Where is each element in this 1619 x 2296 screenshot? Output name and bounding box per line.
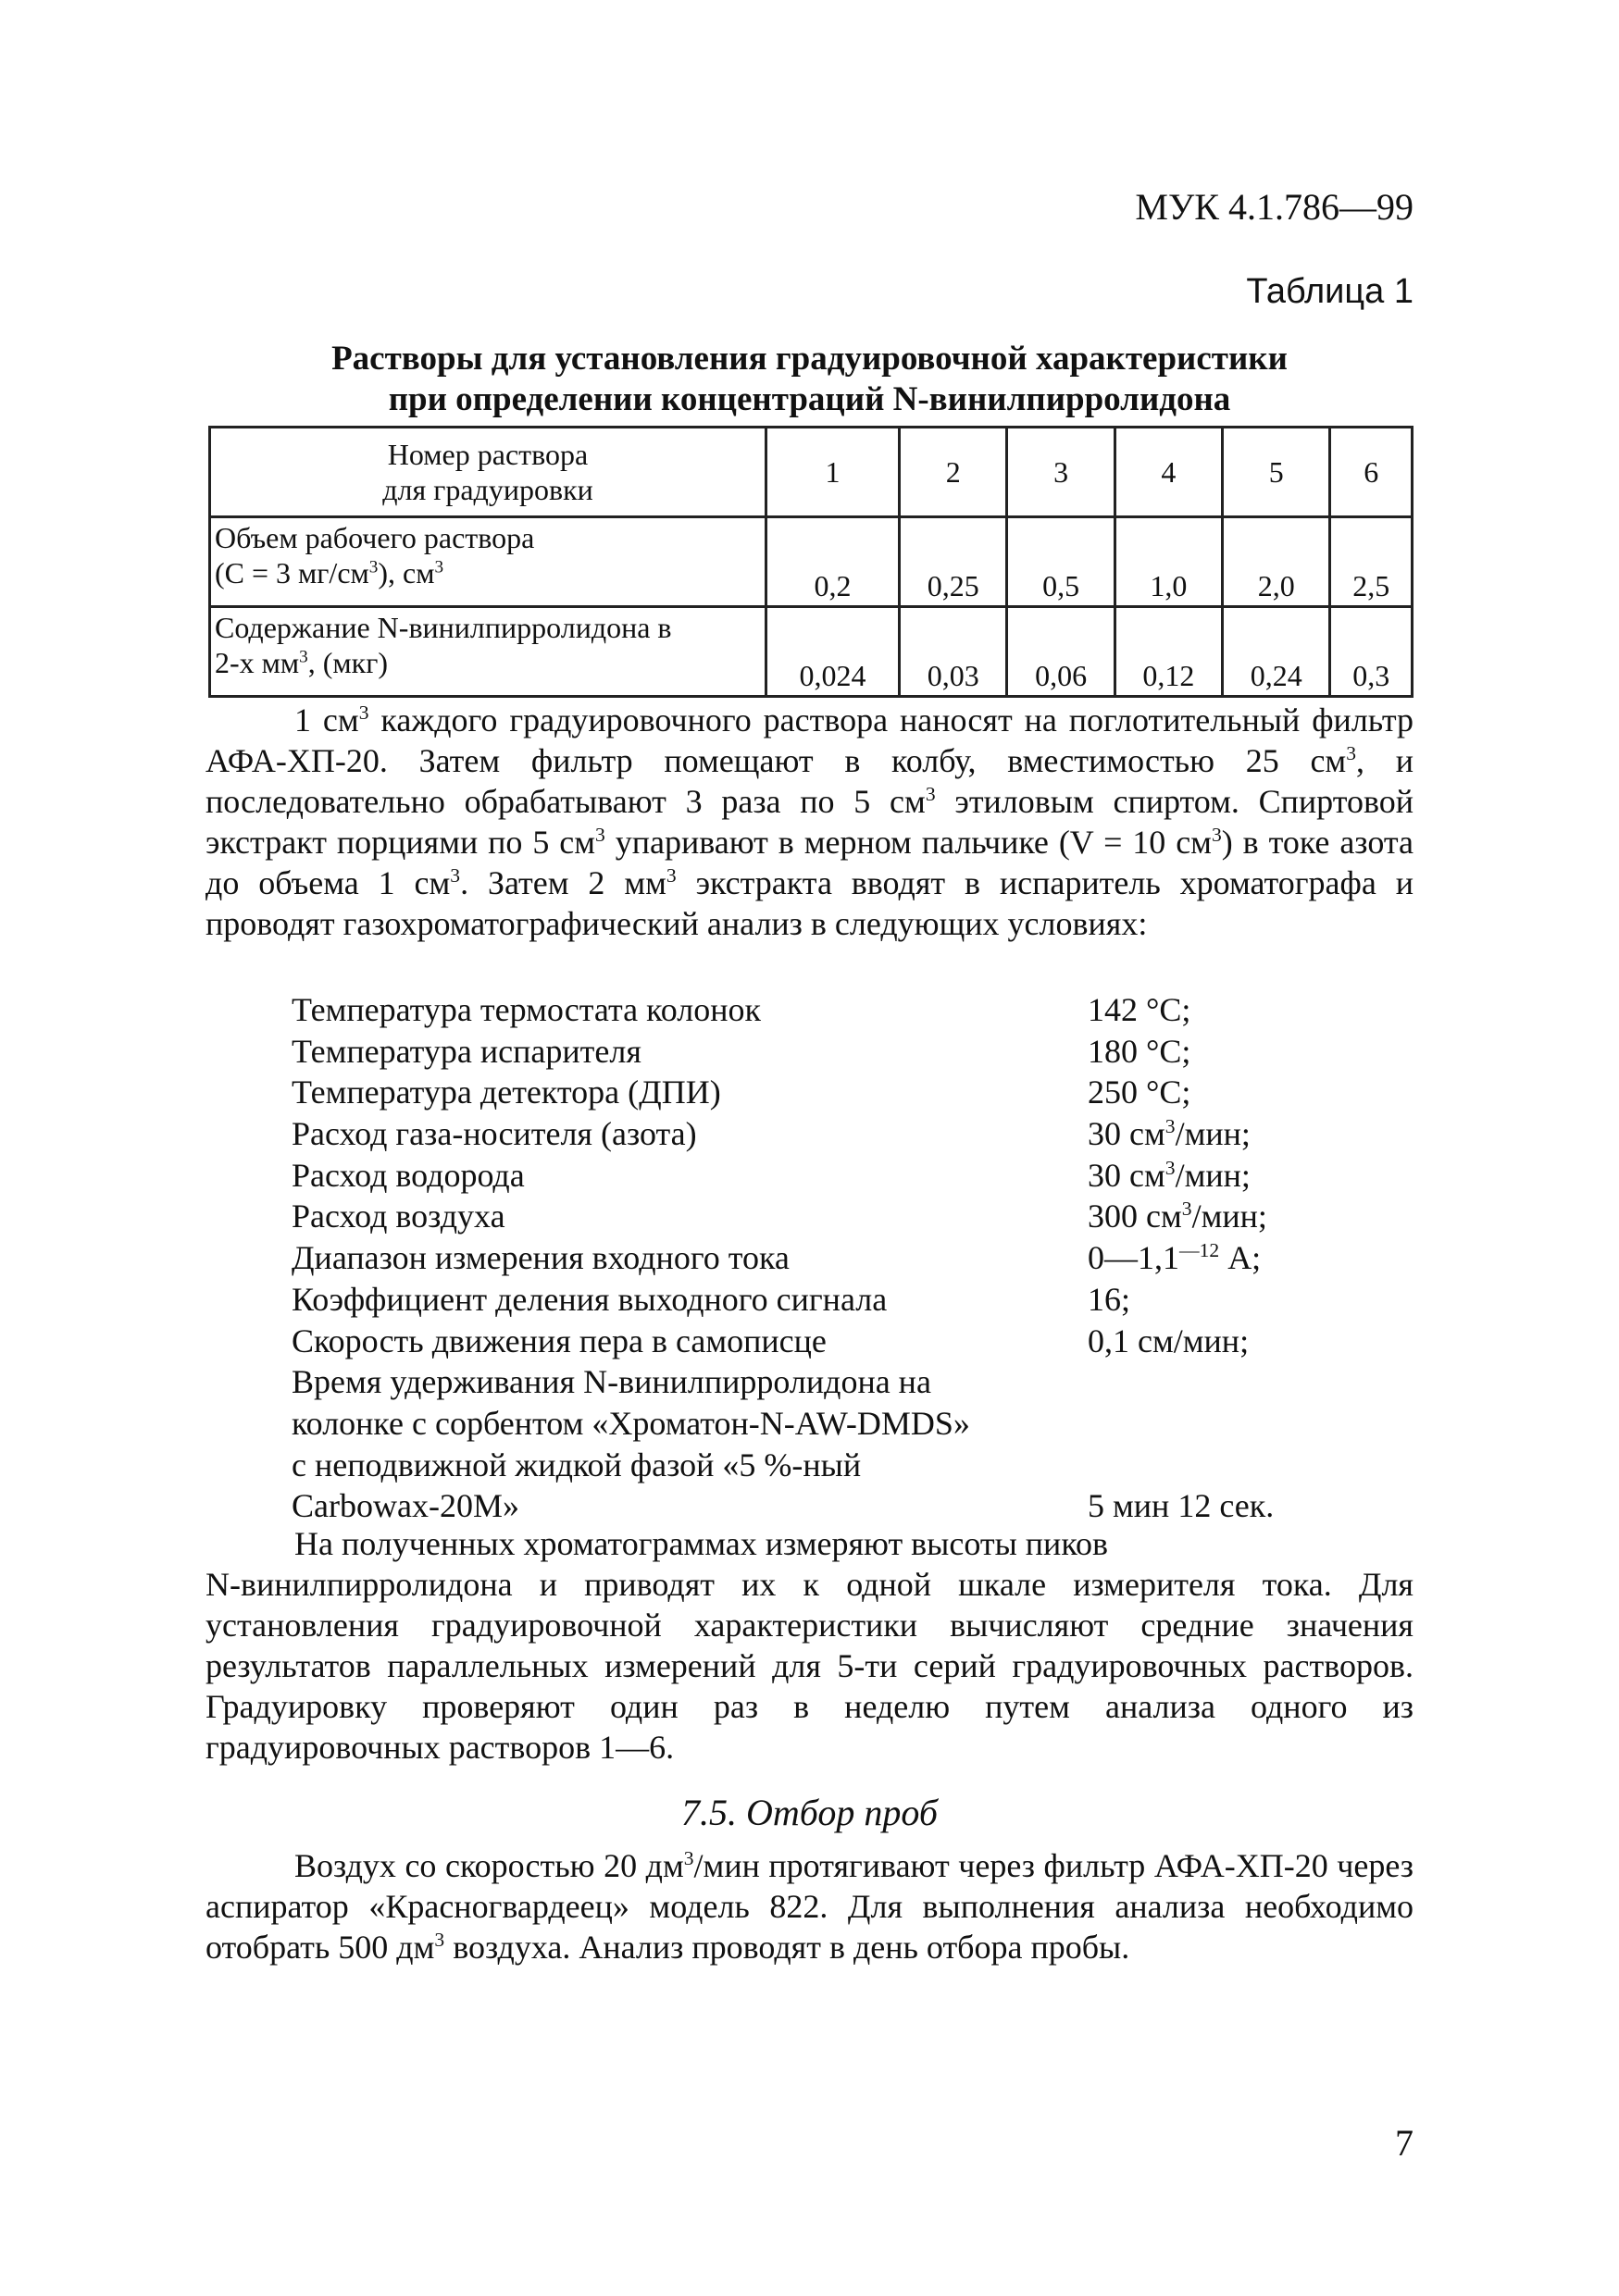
table-cell: 2,0 [1223,517,1330,607]
table-header-row [210,428,1413,517]
column-header: 5 [1223,428,1330,517]
table-cell: 0,03 [900,607,1007,697]
column-header: 6 [1330,428,1413,517]
table-cell: 1,0 [1115,517,1222,607]
table-label: Таблица 1 [1246,272,1414,311]
condition-row: Температура термостата колонок 142 °С; [292,991,1191,1028]
column-header: 2 [900,428,1007,517]
caption-line-1: Растворы для установления градуировочной характеристики [331,340,1288,378]
paragraph-sampling: Воздух со скоростью 20 $дм^3$/мин протягивают через фильтр АФА-ХП-20 через аспиратор «Красногвардеец» модель 822. Для выполнения анализа необходимо отобрать 500 $дм^3$ воздуха. Анализ проводят в день отбора пробы. [205,1847,1414,1966]
paragraph-rest: N-винилпирролидона и приводят их к одной шкале измерителя тока. Для установления градуировочной характеристики вычисляют средние значения результатов параллельных измерений для 5-ти серий градуировочных растворов. Градуировку проверяют один раз в неделю путем анализа одного из градуировочных растворов 1—6. [205,1566,1414,1766]
retention-line: с неподвижной жидкой фазой «5 %-ный [292,1446,862,1483]
calibration-table [208,426,1414,698]
column-header: 4 [1115,428,1222,517]
header-solution-number [210,428,766,517]
table-caption [205,339,1414,420]
retention-line: Время удерживания N-винилпирролидона на [292,1363,931,1401]
row-label-content [210,607,766,697]
header-label-line-1: Номер раствора [387,438,589,471]
table-row [210,517,1413,607]
row-label-line-1: Объем рабочего раствора [215,521,535,554]
condition-row: Температура испарителя 180 °С; [292,1032,1191,1070]
table-cell: 0,5 [1007,517,1115,607]
condition-row: Коэффициент деления выходного сигнала 16; [292,1280,1131,1318]
header-label-line-2: для градуировки [382,473,593,506]
table-row [210,607,1413,697]
page-number: 7 [1395,2122,1414,2164]
condition-row: Расход воздуха 300 $см^3$/мин; [292,1198,1267,1235]
condition-row: Расход газа-носителя (азота) 30 $см^3$/мин; [292,1115,1251,1153]
condition-row: Скорость движения пера в самописце 0,1 см/мин; [292,1322,1250,1359]
table-cell: 0,12 [1115,607,1222,697]
table-cell: 0,024 [766,607,900,697]
table-cell: 0,2 [766,517,900,607]
condition-row: Диапазон измерения входного тока $0—1,1^{—12}$ А; [292,1239,1262,1277]
row-label-line-2: (С = 3 $мг/см^3$), $см^3$ [215,556,444,590]
retention-value: 5 мин 12 сек. [1088,1487,1275,1525]
analysis-conditions [292,989,1414,1527]
table-cell: 2,5 [1330,517,1413,607]
condition-row: Температура детектора (ДПИ) 250 °С; [292,1074,1191,1111]
caption-line-2: при определении концентраций N-винилпирролидона [388,380,1231,418]
row-label-volume [210,517,766,607]
table-cell: 0,24 [1223,607,1330,697]
table-cell: 0,3 [1330,607,1413,697]
table-cell: 0,25 [900,517,1007,607]
table-cell: 0,06 [1007,607,1115,697]
retention-line: Carbowax-20M» [292,1487,519,1525]
retention-line: колонке с сорбентом «Хроматон-N-AW-DMDS» [292,1404,970,1442]
paragraph-procedure: 1 $см^3$ каждого градуировочного раствора наносят на поглотительный фильтр АФА-ХП-20. Затем фильтр помещают в колбу, вместимостью 25 $см^3$, и последовательно обрабатывают 3 раза по 5 $см^3$ этиловым спиртом. Спиртовой экстракт порциями по 5 $см^3$ упаривают в мерном пальчике (V = 10 $см^3$) в токе азота до объема 1 $см^3$. Затем 2 $мм^3$ экстракта вводят в испаритель хроматографа и проводят газохроматографический анализ в следующих условиях: [205,701,1414,942]
section-title: 7.5. Отбор проб [681,1792,938,1833]
document-code: МУК 4.1.786—99 [1135,186,1414,228]
paragraph-results [205,1523,1414,1768]
condition-row: Расход водорода 30 $см^3$/мин; [292,1156,1251,1194]
column-header: 1 [766,428,900,517]
paragraph-line: На полученных хроматограммах измеряют высоты пиков [294,1525,1108,1562]
condition-row-retention [292,1361,1414,1527]
row-label-line-2: 2-х $мм^3$, (мкг) [215,646,388,679]
row-label-line-1: Содержание N-винилпирролидона в [215,611,672,644]
column-header: 3 [1007,428,1115,517]
